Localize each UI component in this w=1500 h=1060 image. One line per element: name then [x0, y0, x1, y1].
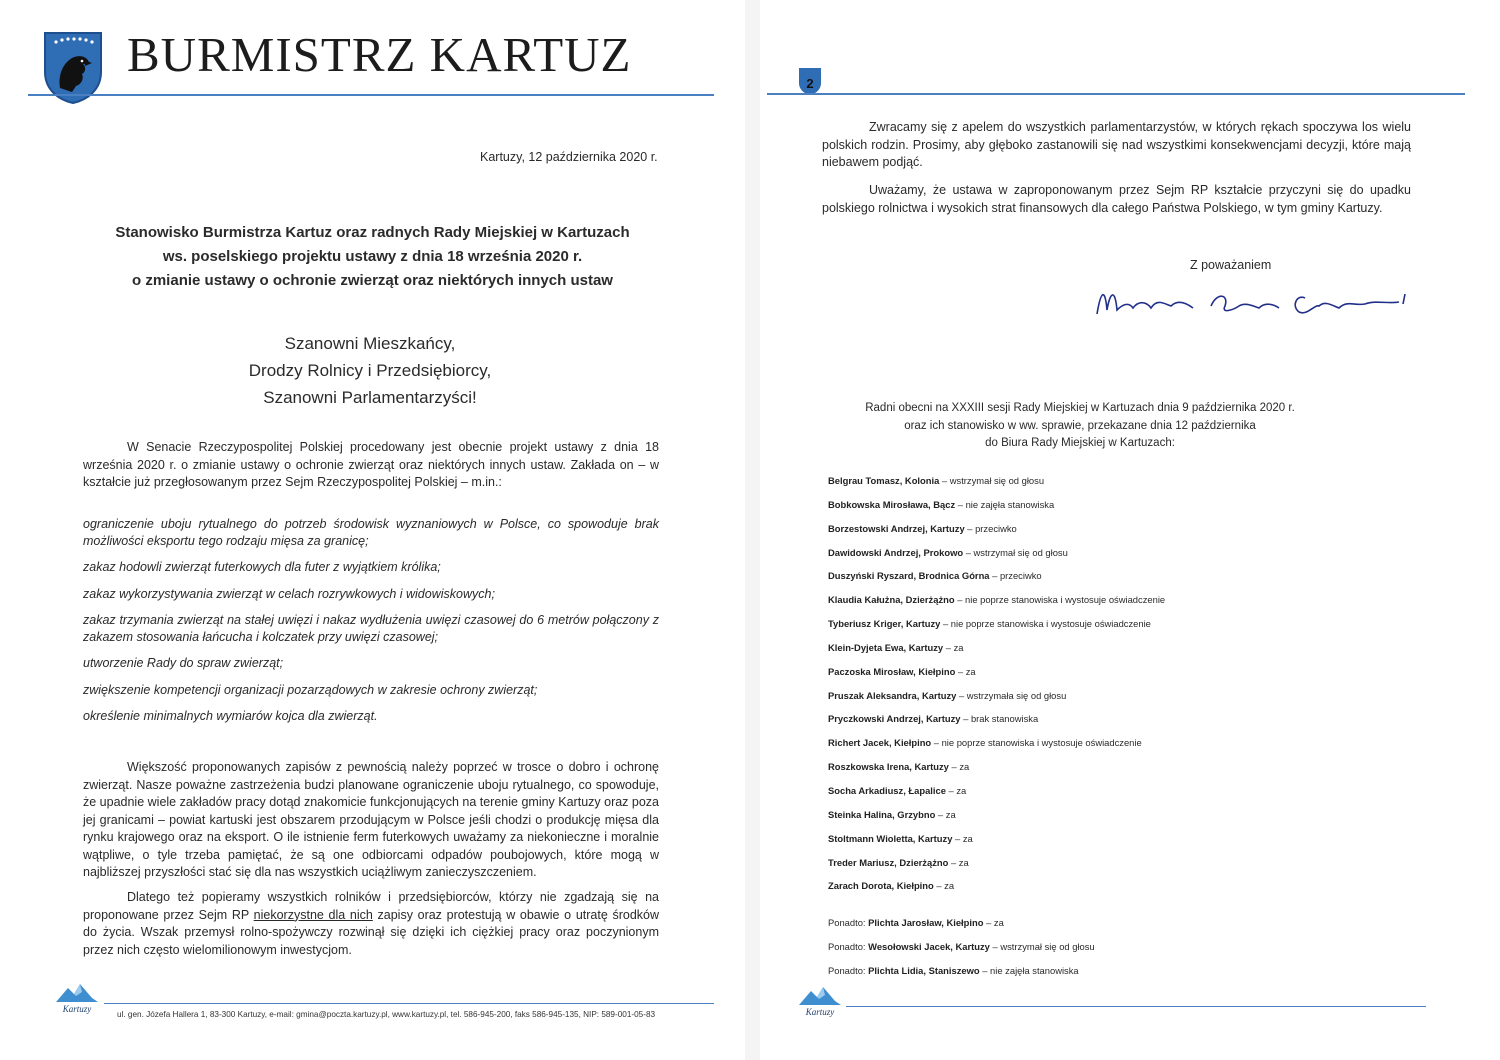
- intro-paragraph: [83, 439, 659, 492]
- list-item: Ponadto: Wesołowski Jacek, Kartuzy – wstrzymał się od głosu: [828, 940, 1095, 952]
- list-item: Zarach Dorota, Kiełpino – za: [828, 880, 955, 892]
- kartuzy-crest-icon: [42, 30, 104, 104]
- greeting-line: Szanowni Parlamentarzyści!: [263, 388, 477, 407]
- list-item: Socha Arkadiusz, Łapalice – za: [828, 784, 967, 796]
- kartuzy-logo-icon: [52, 980, 102, 1016]
- list-item: Klein-Dyjeta Ewa, Kartuzy – za: [828, 641, 964, 653]
- list-item: określenie minimalnych wymiarów kojca dla zwierząt.: [83, 709, 378, 723]
- council-header-line: Radni obecni na XXXIII sesji Rady Miejskiej w Kartuzach dnia 9 października 2020 r.: [865, 402, 1295, 414]
- closing-regards: Z poważaniem: [1190, 258, 1272, 272]
- list-item: ograniczenie uboju rytualnego do potrzeb środowisk wyznaniowych w Polsce, co spowoduje brak możliwości eksportu tego rodzaju mięsa za granicę;: [83, 517, 659, 548]
- council-header-line: oraz ich stanowisko w ww. sprawie, przekazane dnia 12 października: [904, 419, 1256, 432]
- provisions-list: [83, 516, 659, 735]
- list-item: zakaz hodowli zwierząt futerkowych dla futer z wyjątkiem królika;: [83, 560, 441, 574]
- appeal-text: Zwracamy się z apelem do wszystkich parlamentarzystów, w których rękach spoczywa los wielu polskich rodzin. Prosimy, aby głęboko zastanowili się nad wszystkimi konsekwencjami decyzji, które mają niebawem podjąć.: [822, 120, 1411, 169]
- council-header: [820, 400, 1340, 453]
- logo-wordmark: Kartuzy: [62, 1004, 92, 1014]
- list-item: zakaz trzymania zwierząt na stałej uwięzi i nakaz wydłużenia uwięzi czasowej do 6 metrów połączony z zakazem stosowania łańcucha i kolczatek przy uwięzi czasowej;: [83, 613, 659, 644]
- page-number-badge-icon: [797, 66, 823, 96]
- support-paragraph: [83, 889, 659, 959]
- additional-councillors: [828, 916, 1095, 987]
- page-number: 2: [806, 76, 814, 91]
- councillor-list: [828, 474, 1165, 903]
- list-item: utworzenie Rady do spraw zwierząt;: [83, 656, 284, 670]
- greeting-line: Szanowni Mieszkańcy,: [284, 334, 456, 353]
- list-item: Paczoska Mirosław, Kiełpino – za: [828, 665, 976, 677]
- support-text-end: zapisy oraz protestują w obawie o utratę środków do życia. Wszak przemysł rolno-spożywczy rozwinął się dzięki ich ciężkiej pracy oraz poczynionym przez nich często wielomilionowym inwestycjom.: [83, 907, 660, 957]
- list-item: Duszyński Ryszard, Brodnica Górna – przeciwko: [828, 570, 1042, 582]
- subject-line: ws. poselskiego projektu ustawy z dnia 18 września 2020 r.: [162, 248, 583, 265]
- letter-greeting: [150, 330, 590, 411]
- list-item: Steinka Halina, Grzybno – za: [828, 808, 956, 820]
- letterhead-title: BURMISTRZ KARTUZ: [127, 27, 632, 82]
- subject-line: Stanowisko Burmistrza Kartuz oraz radnych Rady Miejskiej w Kartuzach: [115, 224, 630, 241]
- list-item: Pruszak Aleksandra, Kartuzy – wstrzymała się od głosu: [828, 689, 1067, 701]
- letter-date: Kartuzy, 12 października 2020 r.: [480, 150, 658, 164]
- footer-divider-2: [846, 1006, 1426, 1007]
- letter-page-1: [0, 0, 745, 1060]
- list-item: Ponadto: Plichta Lidia, Staniszewo – nie zajęła stanowiska: [828, 964, 1079, 976]
- list-item: zakaz wykorzystywania zwierząt w celach rozrywkowych i widowiskowych;: [83, 586, 495, 601]
- list-item: Roszkowska Irena, Kartuzy – za: [828, 761, 970, 773]
- list-item: Stoltmann Wioletta, Kartuzy – za: [828, 832, 973, 844]
- list-item: Ponadto: Plichta Jarosław, Kiełpino – za: [828, 917, 1004, 928]
- list-item: Borzestowski Andrzej, Kartuzy – przeciwko: [828, 522, 1017, 534]
- list-item: Pryczkowski Andrzej, Kartuzy – brak stanowiska: [828, 713, 1039, 725]
- council-header-line: do Biura Rady Miejskiej w Kartuzach:: [985, 437, 1175, 449]
- subject-line: o zmianie ustawy o ochronie zwierząt oraz niektórych innych ustaw: [132, 272, 613, 289]
- intro-text: W Senacie Rzeczypospolitej Polskiej procedowany jest obecnie projekt ustawy z dnia 18 września 2020 r. o zmianie ustawy o ochronie zwierząt oraz niektórych innych ustaw. Zakłada on – w kształcie już przegłosowanym przez Sejm Rzeczypospolitej Polskiej – m.in.:: [83, 440, 659, 489]
- footer-divider: [104, 1003, 714, 1004]
- greeting-line: Drodzy Rolnicy i Przedsiębiorcy,: [248, 361, 492, 380]
- support-text: Dlatego też popieramy wszystkich rolników i przedsiębiorców, którzy nie zgadzają się na proponowane przez Sejm RP: [83, 890, 659, 922]
- concerns-text: Większość proponowanych zapisów z pewnością należy poprzeć w trosce o dobro i ochronę zwierząt. Nasze poważne zastrzeżenia budzi planowane ograniczenie uboju rytualnego, co spowoduje, że upadnie wiele zakładów pracy dotąd znakomicie funkcjonujących na terenie gminy Kartuzy oraz poza jej granicami – powiat kartuski jest obszarem przodującym w Polsce jeśli chodzi o produkcję mięsa dla rynku krajowego oraz na eksport. O ile istnienie ferm futerkowych uważamy za niekonieczne i moralnie wątpliwe, o tyle trzeba pamiętać, że są one odbiorcami odpadów poubojowych, które mogą w najbliższej przyszłości stać się dla nas wszystkich uciążliwym zanieczyszczeniem.: [83, 760, 660, 879]
- header-divider-2: [767, 93, 1465, 95]
- page-gutter: [745, 0, 760, 1060]
- signature: [1093, 280, 1423, 330]
- letter-subject: [60, 221, 685, 293]
- list-item: Bobkowska Mirosława, Bącz – nie zajęła stanowiska: [828, 498, 1055, 510]
- list-item: zwiększenie kompetencji organizacji pozarządowych w zakresie ochrony zwierząt;: [83, 682, 538, 697]
- conclusion-paragraph: [822, 182, 1411, 217]
- logo-wordmark: Kartuzy: [805, 1007, 835, 1017]
- list-item: Tyberiusz Kriger, Kartuzy – nie poprze stanowiska i wystosuje oświadczenie: [828, 618, 1151, 630]
- list-item: Belgrau Tomasz, Kolonia – wstrzymał się od głosu: [828, 475, 1045, 486]
- concerns-paragraph: [83, 759, 659, 882]
- underlined-phrase: niekorzystne dla nich: [253, 907, 373, 922]
- footer-contact: ul. gen. Józefa Hallera 1, 83-300 Kartuzy, e-mail: gmina@poczta.kartuzy.pl, www.kartuzy.pl, tel. 586-945-200, faks 586-945-135, NIP: 589-001-05-83: [117, 1010, 656, 1019]
- list-item: Klaudia Kałużna, Dzierżążno – nie poprze stanowiska i wystosuje oświadczenie: [828, 594, 1166, 606]
- appeal-paragraph: [822, 119, 1411, 172]
- list-item: Treder Mariusz, Dzierżążno – za: [828, 856, 969, 868]
- list-item: Dawidowski Andrzej, Prokowo – wstrzymał się od głosu: [828, 546, 1068, 558]
- list-item: Richert Jacek, Kiełpino – nie poprze stanowiska i wystosuje oświadczenie: [828, 737, 1142, 749]
- header-divider: [28, 94, 714, 96]
- kartuzy-logo-icon: [795, 983, 845, 1019]
- conclusion-text: Uważamy, że ustawa w zaproponowanym przez Sejm RP kształcie przyczyni się do upadku polskiego rolnictwa i wysokich strat finansowych dla całego Państwa Polskiego, w tym gminy Kartuzy.: [822, 183, 1411, 215]
